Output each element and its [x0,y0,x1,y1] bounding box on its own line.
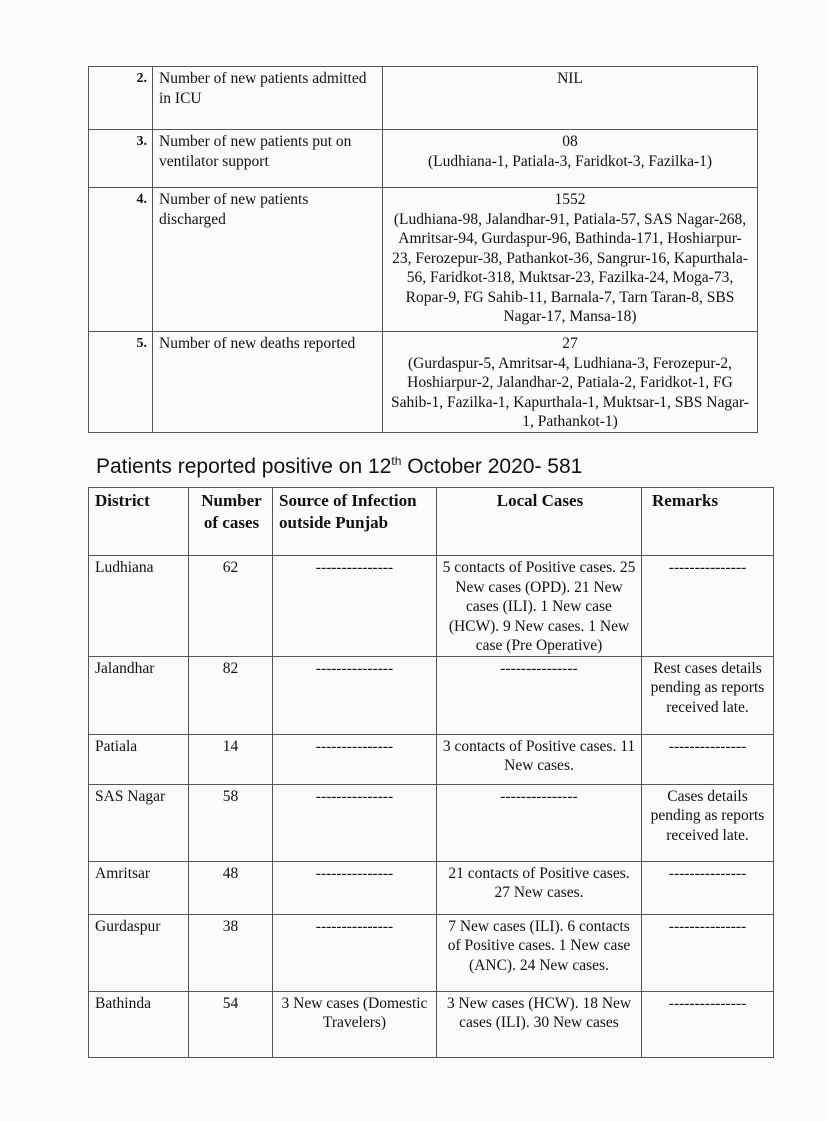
row-value-cell [383,188,758,332]
row-description: Number of new patients admitted in ICU [153,67,383,130]
row-value: 08 [562,133,578,150]
cell-district: Patiala [89,734,189,784]
cell-local: 3 New cases (HCW). 18 New cases (ILI). 30 New cases [437,991,642,1057]
row-detail: (Gurdaspur-5, Amritsar-4, Ludhiana-3, Ferozepur-2, Hoshiarpur-2, Jalandhar-2, Patiala-2, Faridkot-1, FG Sahib-1, Fazilka-1, Kapurthala-1, Muktsar-1, SBS Nagar-1, Pathankot-1) [391,354,749,430]
cell-source: --------------- [273,784,437,861]
row-value: 1552 [554,191,586,208]
table-row [89,991,774,1057]
cell-source: --------------- [273,656,437,734]
cell-local: 21 contacts of Positive cases. 27 New cases. [437,861,642,914]
cell-cases: 62 [189,556,273,657]
table-row [89,188,758,332]
cell-remarks: --------------- [642,861,774,914]
row-number: 3. [89,130,153,188]
cell-remarks: --------------- [642,991,774,1057]
cell-local: --------------- [437,656,642,734]
row-detail: (Ludhiana-98, Jalandhar-91, Patiala-57, SAS Nagar-268, Amritsar-94, Gurdaspur-96, Bathinda-171, Hoshiarpur-23, Ferozepur-38, Pathankot-36, Sangrur-16, Kapurthala-56, Faridkot-318, Muktsar-23, Fazilka-24, Moga-73, Ropar-9, FG Sahib-11, Barnala-7, Tarn Taran-8, SBS Nagar-17, Mansa-18) [392,210,748,325]
cell-district: Bathinda [89,991,189,1057]
cell-cases: 54 [189,991,273,1057]
row-number: 4. [89,188,153,332]
table-row [89,556,774,657]
table-row [89,914,774,991]
row-value: 27 [562,335,578,352]
cell-local: 7 New cases (ILI). 6 contacts of Positive cases. 1 New case (ANC). 24 New cases. [437,914,642,991]
cell-source: --------------- [273,861,437,914]
cell-district: Jalandhar [89,656,189,734]
row-value-cell [383,130,758,188]
table-row [89,784,774,861]
table-row [89,130,758,188]
row-number: 2. [89,67,153,130]
table-header-row [89,488,774,556]
cases-table [88,487,774,1058]
row-description: Number of new patients put on ventilator support [153,130,383,188]
table-row [89,861,774,914]
cell-remarks: Cases details pending as reports received late. [642,784,774,861]
cell-remarks: --------------- [642,734,774,784]
table-row [89,67,758,130]
cell-remarks: Rest cases details pending as reports received late. [642,656,774,734]
table-row [89,656,774,734]
cell-cases: 48 [189,861,273,914]
cell-cases: 82 [189,656,273,734]
cell-source: --------------- [273,556,437,657]
cell-district: SAS Nagar [89,784,189,861]
cell-local: 5 contacts of Positive cases. 25 New cases (OPD). 21 New cases (ILI). 1 New case (HCW). 9 New cases. 1 New case (Pre Operative) [437,556,642,657]
table-row [89,734,774,784]
cell-district: Gurdaspur [89,914,189,991]
cell-district: Amritsar [89,861,189,914]
cell-local: 3 contacts of Positive cases. 11 New cases. [437,734,642,784]
cell-source: --------------- [273,914,437,991]
table-row [89,332,758,433]
row-description: Number of new deaths reported [153,332,383,433]
cell-local: --------------- [437,784,642,861]
header-source: Source of Infection outside Punjab [273,488,437,556]
row-description: Number of new patients discharged [153,188,383,332]
row-value: NIL [557,70,583,87]
cell-remarks: --------------- [642,914,774,991]
cell-cases: 58 [189,784,273,861]
cell-cases: 38 [189,914,273,991]
header-number-of-cases: Number of cases [189,488,273,556]
header-district: District [89,488,189,556]
row-value-cell [383,332,758,433]
section-title [96,454,582,479]
section-title-sup: th [391,454,402,468]
row-detail: (Ludhiana-1, Patiala-3, Faridkot-3, Fazilka-1) [427,152,713,170]
header-remarks: Remarks [642,488,774,556]
cell-district: Ludhiana [89,556,189,657]
cell-cases: 14 [189,734,273,784]
cell-source: 3 New cases (Domestic Travelers) [273,991,437,1057]
summary-table [88,66,758,433]
cell-source: --------------- [273,734,437,784]
section-title-prefix: Patients reported positive on 12 [96,455,392,478]
section-title-suffix: October 2020- 581 [401,455,583,478]
header-local-cases: Local Cases [437,488,642,556]
row-value-cell [383,67,758,130]
row-number: 5. [89,332,153,433]
cell-remarks: --------------- [642,556,774,657]
